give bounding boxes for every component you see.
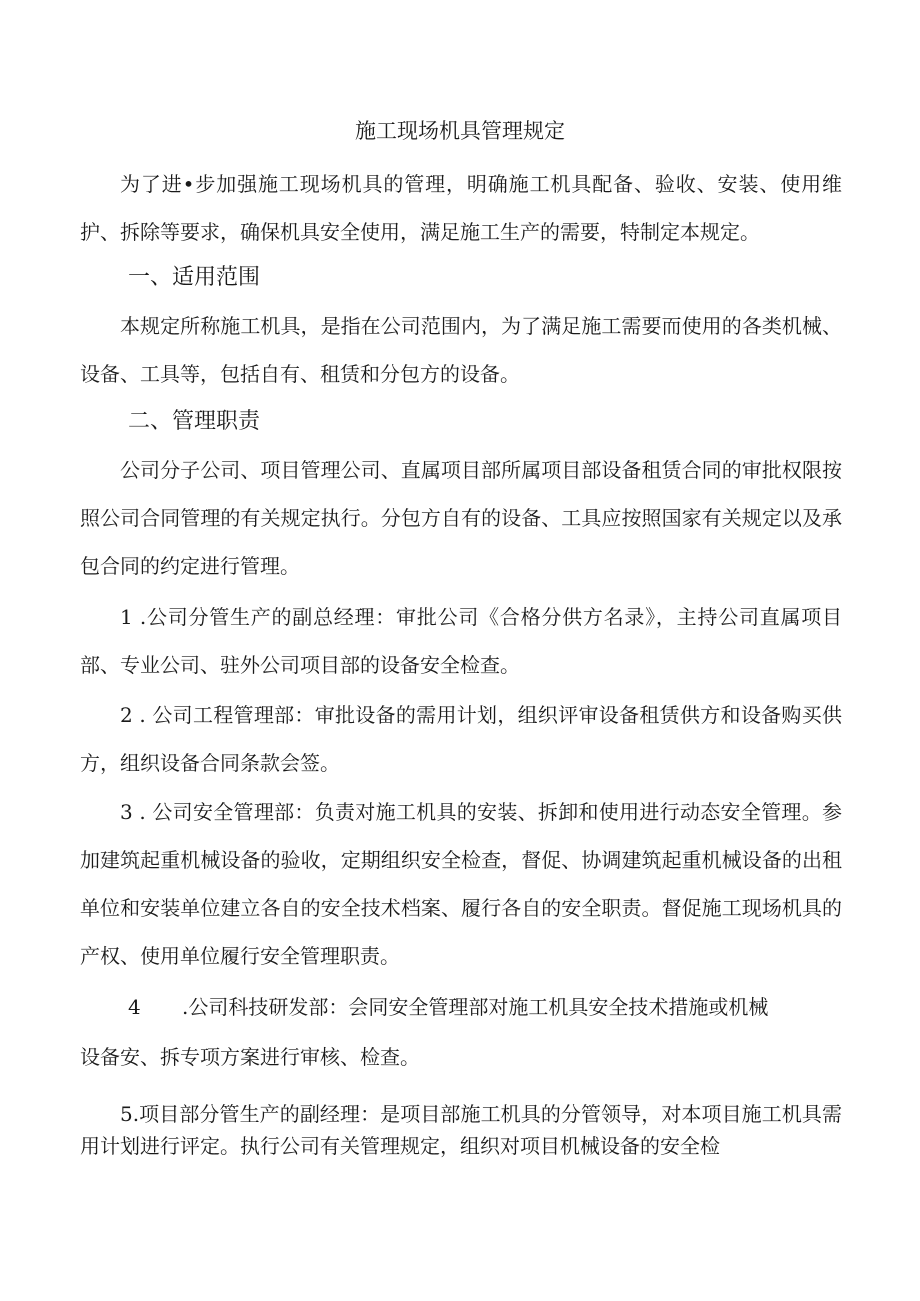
intro-paragraph: 为了进•步加强施工现场机具的管理，明确施工机具配备、验收、安装、使用维护、拆除等要求，确保机具安全使用，满足施工生产的需要，特制定本规定。 bbox=[80, 172, 842, 244]
duty-item-4-number: 4 bbox=[128, 995, 141, 1019]
section-2-heading: 二、管理职责 bbox=[128, 409, 261, 434]
duty-item-3: 3 . 公司安全管理部：负责对施工机具的安装、拆卸和使用进行动态安全管理。参加建筑起重机械设备的验收，定期组织安全检查，督促、协调建筑起重机械设备的出租单位和安装单位建立各自的安全技术档案、履行各自的安全职责。督促施工现场机具的产权、使用单位履行安全管理职责。 bbox=[80, 800, 842, 968]
section-1-paragraph: 本规定所称施工机具，是指在公司范围内，为了满足施工需要而使用的各类机械、设备、工具等，包括自有、租赁和分包方的设备。 bbox=[80, 314, 842, 386]
duty-item-1: 1 .公司分管生产的副总经理：审批公司《合格分供方名录》，主持公司直属项目部、专业公司、驻外公司项目部的设备安全检查。 bbox=[80, 605, 842, 677]
duty-item-2: 2 . 公司工程管理部：审批设备的需用计划，组织评审设备租赁供方和设备购买供方，组织设备合同条款会签。 bbox=[80, 703, 842, 775]
section-1-heading: 一、适用范围 bbox=[128, 265, 261, 290]
duty-item-5: 5.项目部分管生产的副经理：是项目部施工机具的分管领导，对本项目施工机具需用计划进行评定。执行公司有关管理规定，组织对项目机械设备的安全检 bbox=[80, 1102, 842, 1158]
document-title: 施工现场机具管理规定 bbox=[355, 119, 565, 143]
section-2-paragraph: 公司分子公司、项目管理公司、直属项目部所属项目部设备租赁合同的审批权限按照公司合同管理的有关规定执行。分包方自有的设备、工具应按照国家有关规定以及承包合同的约定进行管理。 bbox=[80, 458, 842, 578]
duty-item-4-line-2: 设备安、拆专项方案进行审核、检查。 bbox=[80, 1045, 420, 1069]
duty-item-4-line-1: .公司科技研发部：会同安全管理部对施工机具安全技术措施或机械 bbox=[182, 995, 769, 1019]
